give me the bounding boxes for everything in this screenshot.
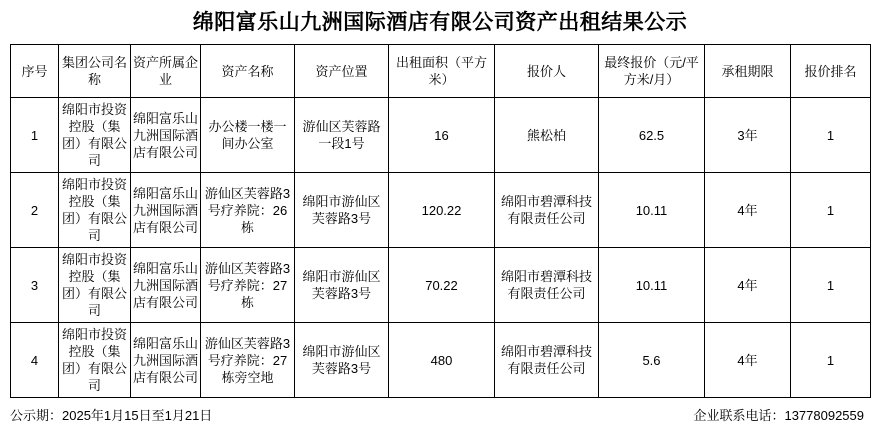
cell-bidder: 绵阳市碧潭科技有限责任公司: [495, 248, 599, 323]
cell-index: 3: [11, 248, 59, 323]
cell-lease-term: 4年: [705, 323, 791, 398]
cell-asset-owner: 绵阳富乐山九洲国际酒店有限公司: [131, 98, 201, 173]
cell-lease-term: 4年: [705, 173, 791, 248]
cell-rank: 1: [791, 323, 871, 398]
column-header-asset-owner: 资产所属企业: [131, 45, 201, 98]
cell-group-company: 绵阳市投资控股（集团）有限公司: [59, 323, 131, 398]
table-row: [11, 323, 871, 398]
cell-asset-name: 游仙区芙蓉路3号疗养院：27栋旁空地: [201, 323, 295, 398]
cell-asset-location: 绵阳市游仙区芙蓉路3号: [295, 173, 389, 248]
cell-bidder: 绵阳市碧潭科技有限责任公司: [495, 323, 599, 398]
asset-lease-result-table: [10, 44, 871, 398]
column-header-final-price: 最终报价（元/平方米/月）: [599, 45, 705, 98]
column-header-lease-area: 出租面积（平方米）: [389, 45, 495, 98]
cell-rank: 1: [791, 248, 871, 323]
table-row: [11, 173, 871, 248]
cell-asset-owner: 绵阳富乐山九洲国际酒店有限公司: [131, 248, 201, 323]
column-header-asset-location: 资产位置: [295, 45, 389, 98]
notice-period-text: 公示期：2025年1月15日至1月21日: [10, 408, 213, 423]
cell-asset-owner: 绵阳富乐山九洲国际酒店有限公司: [131, 173, 201, 248]
column-header-asset-name: 资产名称: [201, 45, 295, 98]
cell-lease-term: 3年: [705, 98, 791, 173]
cell-group-company: 绵阳市投资控股（集团）有限公司: [59, 248, 131, 323]
column-header-bidder: 报价人: [495, 45, 599, 98]
page-title: 绵阳富乐山九洲国际酒店有限公司资产出租结果公示: [192, 11, 688, 34]
contact-phone-text: 企业联系电话：13778092559: [693, 408, 864, 423]
cell-bidder: 熊松柏: [495, 98, 599, 173]
cell-asset-name: 游仙区芙蓉路3号疗养院：26栋: [201, 173, 295, 248]
cell-bidder: 绵阳市碧潭科技有限责任公司: [495, 173, 599, 248]
cell-lease-area: 70.22: [389, 248, 495, 323]
cell-group-company: 绵阳市投资控股（集团）有限公司: [59, 98, 131, 173]
cell-asset-location: 绵阳市游仙区芙蓉路3号: [295, 248, 389, 323]
table-row: [11, 248, 871, 323]
cell-final-price: 62.5: [599, 98, 705, 173]
footer: [10, 405, 870, 424]
cell-asset-name: 游仙区芙蓉路3号疗养院：27栋: [201, 248, 295, 323]
cell-rank: 1: [791, 173, 871, 248]
cell-group-company: 绵阳市投资控股（集团）有限公司: [59, 173, 131, 248]
cell-lease-area: 16: [389, 98, 495, 173]
table-row: [11, 98, 871, 173]
cell-final-price: 10.11: [599, 173, 705, 248]
cell-asset-location: 绵阳市游仙区芙蓉路3号: [295, 323, 389, 398]
cell-index: 4: [11, 323, 59, 398]
column-header-rank: 报价排名: [791, 45, 871, 98]
column-header-group-company: 集团公司名称: [59, 45, 131, 98]
cell-asset-location: 游仙区芙蓉路一段1号: [295, 98, 389, 173]
cell-final-price: 10.11: [599, 248, 705, 323]
cell-rank: 1: [791, 98, 871, 173]
cell-index: 1: [11, 98, 59, 173]
cell-lease-area: 120.22: [389, 173, 495, 248]
column-header-index: 序号: [11, 45, 59, 98]
column-header-lease-term: 承租期限: [705, 45, 791, 98]
cell-lease-term: 4年: [705, 248, 791, 323]
table-header-row: [11, 45, 871, 98]
cell-asset-owner: 绵阳富乐山九洲国际酒店有限公司: [131, 323, 201, 398]
cell-lease-area: 480: [389, 323, 495, 398]
cell-asset-name: 办公楼一楼一间办公室: [201, 98, 295, 173]
cell-final-price: 5.6: [599, 323, 705, 398]
cell-index: 2: [11, 173, 59, 248]
